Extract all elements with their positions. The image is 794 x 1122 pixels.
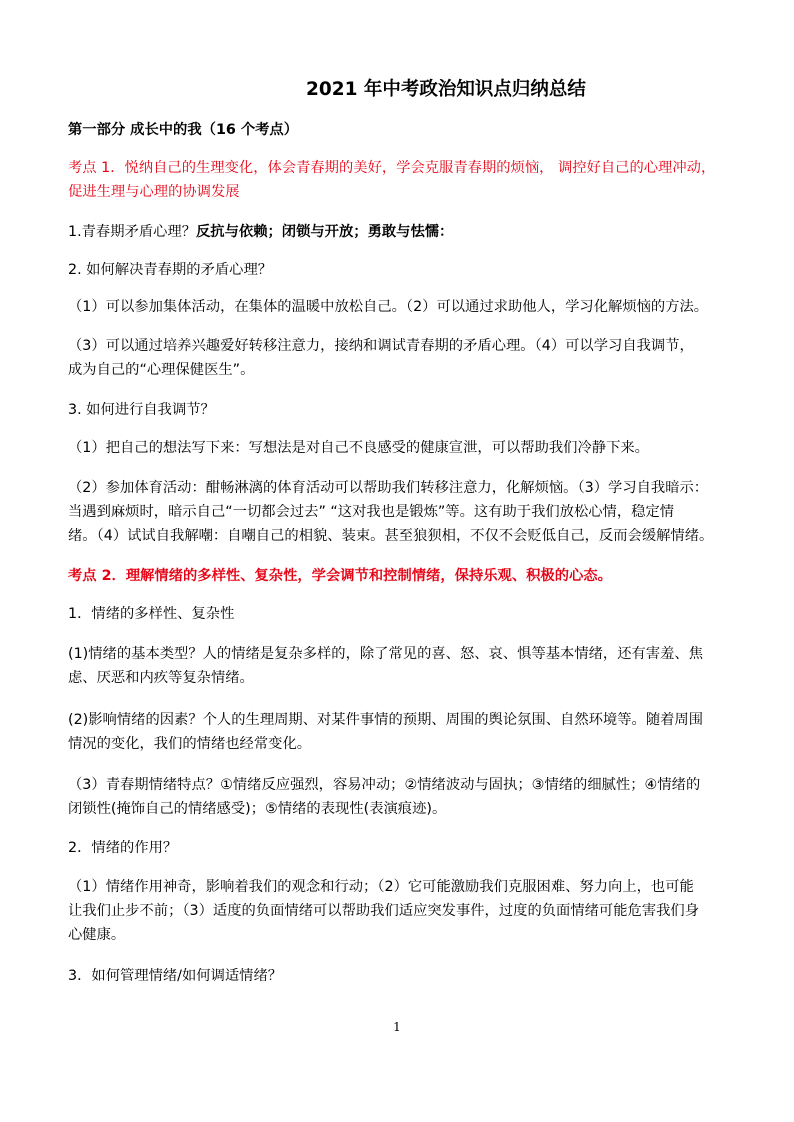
- key-point-2: 考点 2．理解情绪的多样性、复杂性，学会调节和控制情绪，保持乐观、积极的心态。: [68, 568, 612, 584]
- paragraph-line: 虑、厌恶和内疚等复杂情绪。: [68, 670, 254, 686]
- part-heading: 第一部分 成长中的我（16 个考点）: [68, 122, 299, 138]
- paragraph-line: 绪。（4）试试自我解嘲：自嘲自己的相貌、装束。甚至狼狈相，不仅不会贬低自己，反而会缓解情绪。: [68, 528, 714, 544]
- paragraph-line: （3）可以通过培养兴趣爱好转移注意力，接纳和调试青春期的矛盾心理。（4）可以学习自我调节，: [68, 338, 694, 354]
- key-point-1-line: 促进生理与心理的协调发展: [68, 184, 240, 200]
- paragraph-line: （2）参加体育活动：酣畅淋漓的体育活动可以帮助我们转移注意力，化解烦恼。（3）学习自我暗示：: [68, 480, 709, 496]
- key-point-1: [68, 156, 748, 204]
- paragraph-line: 当遇到麻烦时，暗示自己“一切都会过去” “这对我也是锻炼”等。这有助于我们放松心情，稳定情: [68, 504, 675, 520]
- page-number: 1: [393, 1020, 401, 1034]
- question-1: [68, 222, 748, 242]
- question-3-answer-2: [68, 476, 748, 548]
- section-1-heading: 1．情绪的多样性、复杂性: [68, 606, 235, 622]
- paragraph-line: (2)影响情绪的因素？个人的生理周期、对某件事情的预期、周围的舆论氛围、自然环境等。随着周围: [68, 712, 704, 728]
- paragraph-line: 成为自己的“心理保健医生”。: [68, 362, 255, 378]
- section-2-heading: 2．情绪的作用？: [68, 840, 178, 856]
- paragraph-line: （3）青春期情绪特点？①情绪反应强烈，容易冲动；②情绪波动与固执；③情绪的细腻性；④情绪的: [68, 777, 701, 793]
- paragraph-line: 闭锁性(掩饰自己的情绪感受)；⑤情绪的表现性(表演痕迹)。: [68, 801, 447, 817]
- question-2: 2. 如何解决青春期的矛盾心理？: [68, 262, 273, 278]
- paragraph-line: 让我们止步不前；（3）适度的负面情绪可以帮助我们适应突发事件，过度的负面情绪可能危害我们身: [68, 903, 700, 919]
- section-1-paragraph-1: [68, 642, 748, 690]
- question-3-answer-1: （1）把自己的想法写下来：写想法是对自己不良感受的健康宣泄，可以帮助我们冷静下来。: [68, 440, 649, 456]
- paragraph-line: 心健康。: [68, 927, 126, 943]
- section-2-paragraph-1: [68, 875, 748, 947]
- paragraph-line: (1)情绪的基本类型？人的情绪是复杂多样的，除了常见的喜、怒、哀、惧等基本情绪，还有害羞、焦: [68, 646, 704, 662]
- question-3: 3. 如何进行自我调节？: [68, 402, 215, 418]
- section-1-paragraph-3: [68, 773, 748, 821]
- paragraph-line: （1）情绪作用神奇，影响着我们的观念和行动；（2）它可能激励我们克服困难、努力向上，也可能: [68, 879, 694, 895]
- section-3-heading: 3．如何管理情绪/如何调适情绪？: [68, 968, 283, 984]
- question-1-answer: 反抗与依赖；闭锁与开放；勇敢与怯懦：: [196, 224, 454, 240]
- document-title: 2021 年中考政治知识点归纳总结: [306, 79, 586, 100]
- paragraph-line: 情况的变化，我们的情绪也经常变化。: [68, 736, 312, 752]
- question-2-answer-2: [68, 334, 748, 382]
- question-1-prefix: 1.青春期矛盾心理？: [68, 224, 197, 240]
- question-2-answer-1: （1）可以参加集体活动，在集体的温暖中放松自己。（2）可以通过求助他人，学习化解烦恼的方法。: [68, 299, 709, 315]
- key-point-1-line: 考点 1．悦纳自己的生理变化，体会青春期的美好，学会克服青春期的烦恼， 调控好自己的心理冲动，: [68, 160, 716, 176]
- section-1-paragraph-2: [68, 708, 748, 756]
